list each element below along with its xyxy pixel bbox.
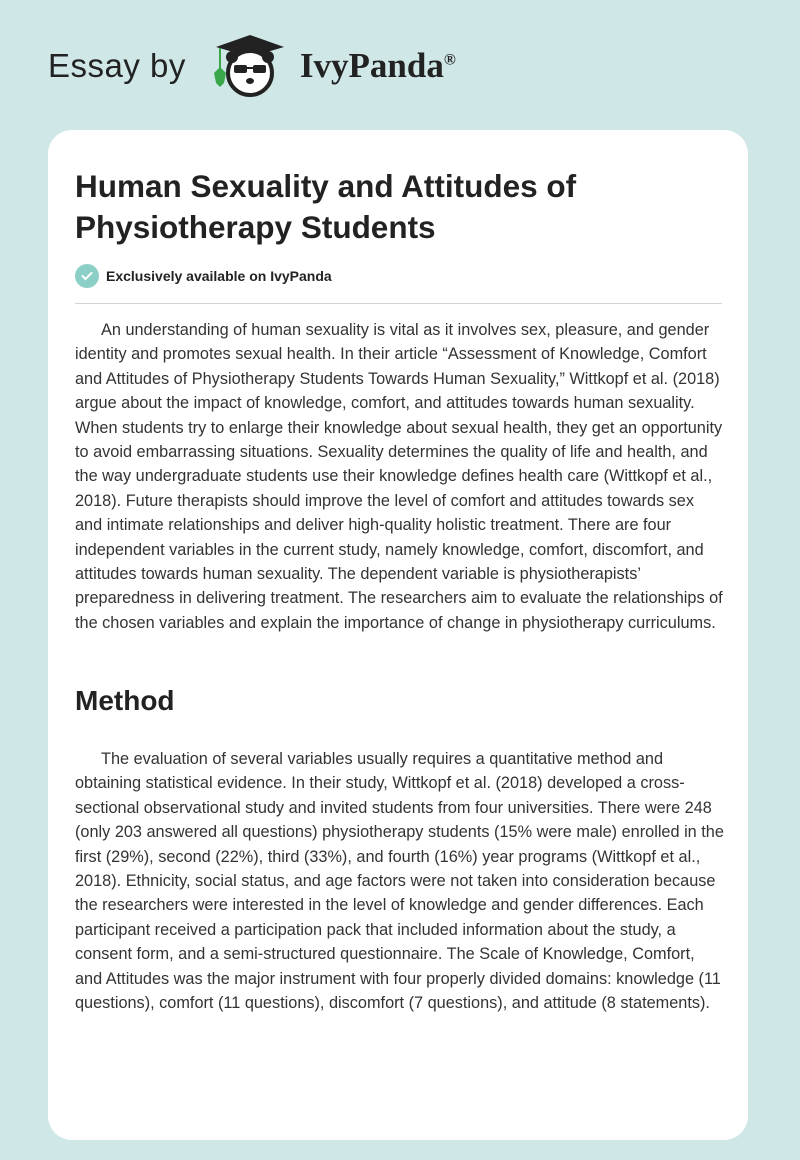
- logo-prefix: Essay by: [48, 47, 186, 84]
- intro-paragraph: An understanding of human sexuality is vital as it involves sex, pleasure, and gender identity and promotes sexual health. In their article “Assessment of Knowledge, Comfort and Attitudes of Physiotherapy Students Towards Human Sexuality,” Wittkopf et al. (2018) argue about the impact of knowledge, comfort, and attitudes towards human sexuality. When students try to enlarge their knowledge about sexual health, they get an opportunity to avoid embarrassing situations. Sexuality determines the quality of life and health, and the way undergraduate students use their knowledge defines health care (Wittkopf et al., 2018). Future therapists should improve the level of comfort and attitudes towards sex and intimate relationships and deliver high-quality holistic treatment. There are four independent variables in the current study, namely knowledge, comfort, discomfort, and attitudes towards human sexuality. The dependent variable is physiotherapists’ preparedness in delivering treatment. The researchers aim to evaluate the relationships of the chosen variables and explain the importance of change in physiotherapy curriculums.: [75, 321, 723, 632]
- divider: [75, 303, 722, 304]
- panda-mascot-icon: [208, 33, 292, 99]
- registered-mark: ®: [443, 51, 456, 69]
- check-icon: [75, 264, 99, 288]
- site-logo[interactable]: [48, 36, 456, 96]
- method-heading: Method: [75, 685, 175, 716]
- exclusive-badge: [75, 264, 332, 288]
- page-title: Human Sexuality and Attitudes of Physiotherapy Students: [75, 168, 577, 245]
- method-paragraph: The evaluation of several variables usually requires a quantitative method and obtaining statistical evidence. In their study, Wittkopf et al. (2018) developed a cross-sectional observational study and invited students from four universities. There were 248 (only 203 answered all questions) physiotherapy students (15% were male) enrolled in the first (29%), second (22%), third (33%), and fourth (16%) year programs (Wittkopf et al., 2018). Ethnicity, social status, and age factors were not taken into consideration because the researchers were interested in the level of knowledge and gender differences. Each participant received a participation pack that included information about the study, a consent form, and a semi-structured questionnaire. The Scale of Knowledge, Comfort, and Attitudes was the major instrument with four properly divided domains: knowledge (11 questions), comfort (11 questions), discomfort (7 questions), and attitude (8 statements).: [75, 750, 724, 1013]
- brand-name: IvyPanda: [299, 46, 444, 85]
- essay-card: [48, 130, 748, 1140]
- badge-text: Exclusively available on IvyPanda: [106, 268, 332, 284]
- logo-brand: [300, 46, 456, 86]
